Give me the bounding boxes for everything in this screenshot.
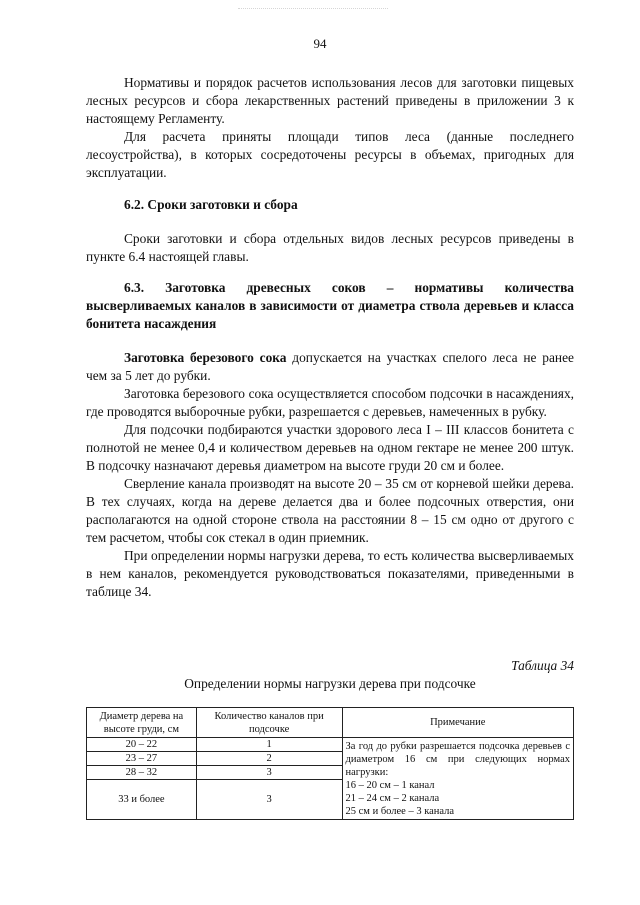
heading-6-2 xyxy=(86,196,574,214)
paragraph-4-bold: Заготовка березового сока xyxy=(124,350,287,365)
table-heading xyxy=(86,657,574,693)
cell-channels: 2 xyxy=(196,752,342,766)
page-number: 94 xyxy=(313,36,327,51)
cell-diameter: 33 и более xyxy=(87,780,197,820)
table-label: Таблица 34 xyxy=(511,658,574,673)
cell-channels: 3 xyxy=(196,780,342,820)
paragraph-5: Заготовка березового сока осуществляется способом подсочки в насаждениях, где проводятся выборочные рубки, разрешается с деревьев, намеченных в рубку. xyxy=(86,386,574,419)
section-6-2 xyxy=(86,196,574,214)
paragraph-7: Сверление канала производят на высоте 20 – 35 см от корневой шейки дерева. В тех случаях, когда на дереве делается два и более подсочных отверстия, они располагаются на одной стороне ствола на расстоянии 8 – 15 см одно от другого с тем расчетом, чтобы сок стекал в один приемник. xyxy=(86,476,574,545)
cell-diameter: 28 – 32 xyxy=(87,766,197,780)
table-caption: Определении нормы нагрузки дерева при подсочке xyxy=(184,676,476,691)
paragraph-1: Нормативы и порядок расчетов использования лесов для заготовки пищевых лесных ресурсов и сбора лекарственных растений приведены в приложении 3 к настоящему Регламенту. xyxy=(86,75,574,126)
cell-channels: 1 xyxy=(196,738,342,752)
note-intro: За год до рубки разрешается подсочка деревьев с диаметром 16 см при следующих нормах нагрузки: xyxy=(345,741,570,778)
cell-channels: 3 xyxy=(196,766,342,780)
header-diameter: Диаметр дерева на высоте груди, см xyxy=(87,708,197,738)
paragraph-norms xyxy=(86,74,574,182)
cell-note xyxy=(342,738,573,820)
scan-artifact xyxy=(238,8,388,15)
table-row xyxy=(87,738,574,752)
note-line: 21 – 24 см – 2 канала xyxy=(345,793,440,804)
header-note: Примечание xyxy=(342,708,573,738)
paragraph-4 xyxy=(86,349,574,385)
header-channels: Количество каналов при подсочке xyxy=(196,708,342,738)
paragraph-2: Для расчета приняты площади типов леса (данные последнего лесоустройства), в которых сосредоточены ресурсы в объемах, пригодных для эксплуатации. xyxy=(86,129,574,180)
norm-table xyxy=(86,707,574,820)
heading-6-3: 6.3. Заготовка древесных соков – нормативы количества высверливаемых каналов в зависимости от диаметра ствола деревьев и класса бонитета насаждения xyxy=(86,280,574,331)
paragraph-6: Для подсочки подбираются участки здорового леса I – III классов бонитета с полнотой не менее 0,4 и количеством деревьев на одном гектаре не менее 200 штук. В подсочку назначают деревья диаметром на высоте груди 20 см и более. xyxy=(86,422,574,473)
section-6-3 xyxy=(86,279,574,333)
paragraph-4-rest: допускается на участках спелого леса не ранее чем за 5 лет до рубки. xyxy=(86,350,574,383)
paragraph-8: При определении нормы нагрузки дерева, то есть количества высверливаемых в нем каналов, рекомендуется руководствоваться показателями, приведенными в таблице 34. xyxy=(86,548,574,599)
paragraph-3: Сроки заготовки и сбора отдельных видов лесных ресурсов приведены в пункте 6.4 настоящей главы. xyxy=(86,231,574,264)
note-line: 25 см и более – 3 канала xyxy=(345,806,455,817)
cell-diameter: 23 – 27 xyxy=(87,752,197,766)
note-line: 16 – 20 см – 1 канал xyxy=(345,780,435,791)
cell-diameter: 20 – 22 xyxy=(87,738,197,752)
heading-6-2-text: 6.2. Сроки заготовки и сбора xyxy=(124,197,298,212)
section-6-3-body xyxy=(86,349,574,601)
section-6-2-body xyxy=(86,230,574,266)
